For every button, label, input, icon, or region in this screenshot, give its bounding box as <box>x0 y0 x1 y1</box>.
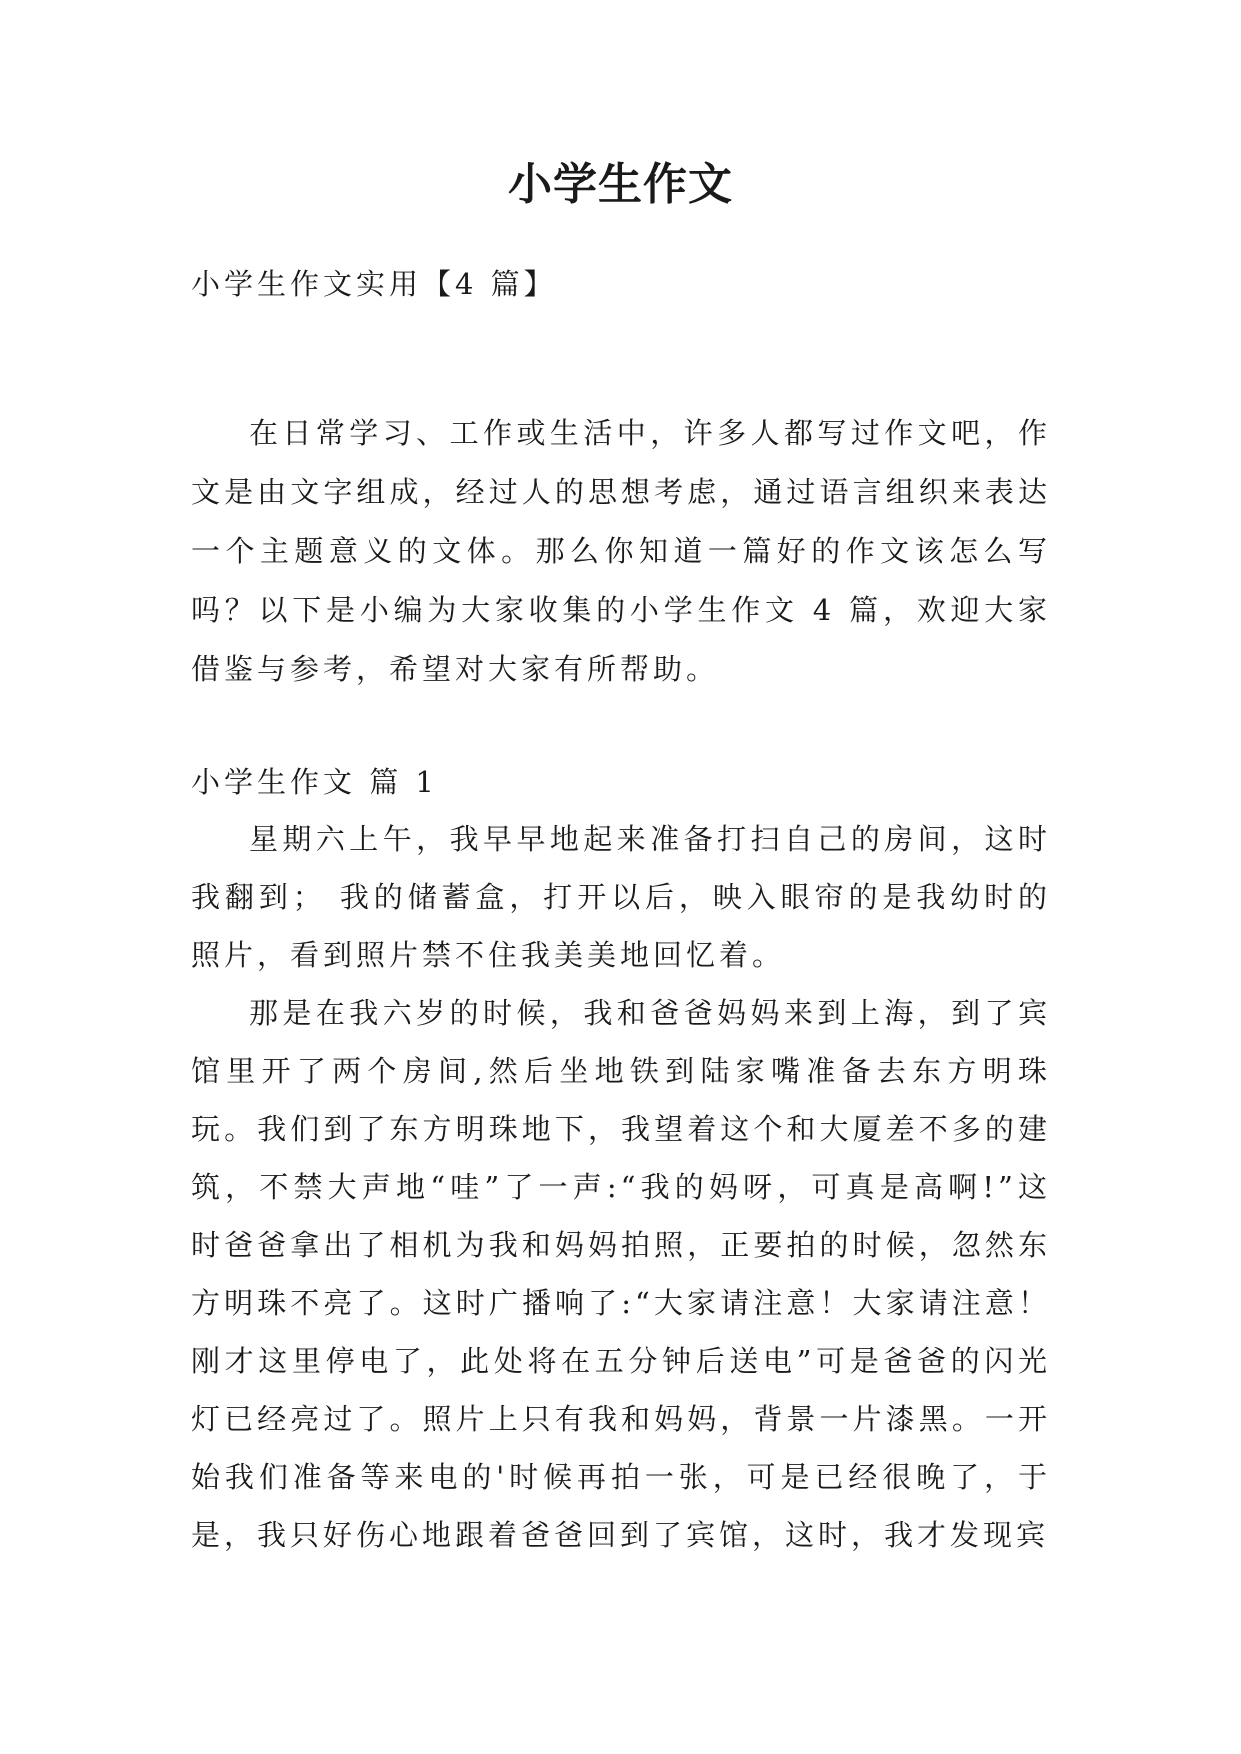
section-body <box>191 810 1051 1564</box>
intro-section <box>191 404 1051 699</box>
document-title: 小学生作文 <box>508 159 733 210</box>
body-paragraph: 那是在我六岁的时候，我和爸爸妈妈来到上海，到了宾馆里开了两个房间,然后坐地铁到陆家嘴准备去东方明珠玩。我们到了东方明珠地下，我望着这个和大厦差不多的建筑，不禁大声地“哇”了一声:“我的妈呀，可真是高啊!”这时爸爸拿出了相机为我和妈妈拍照，正要拍的时候，忽然东方明珠不亮了。这时广播响了:“大家请注意！大家请注意！刚才这里停电了，此处将在五分钟后送电”可是爸爸的闪光灯已经亮过了。照片上只有我和妈妈，背景一片漆黑。一开始我们准备等来电的'时候再拍一张，可是已经很晚了，于是，我只好伤心地跟着爸爸回到了宾馆，这时，我才发现宾 <box>191 996 1051 1552</box>
section-heading: 小学生作文 篇 1 <box>191 765 438 799</box>
document-subtitle: 小学生作文实用【4 篇】 <box>191 267 557 301</box>
body-paragraph: 星期六上午，我早早地起来准备打扫自己的房间，这时我翻到； 我的储蓄盒，打开以后，映入眼帘的是我幼时的照片，看到照片禁不住我美美地回忆着。 <box>191 822 1051 972</box>
intro-paragraph: 在日常学习、工作或生活中，许多人都写过作文吧，作文是由文字组成，经过人的思想考虑，通过语言组织来表达一个主题意义的文体。那么你知道一篇好的作文该怎么写吗？以下是小编为大家收集的小学生作文 4 篇，欢迎大家借鉴与参考，希望对大家有所帮助。 <box>191 416 1051 686</box>
